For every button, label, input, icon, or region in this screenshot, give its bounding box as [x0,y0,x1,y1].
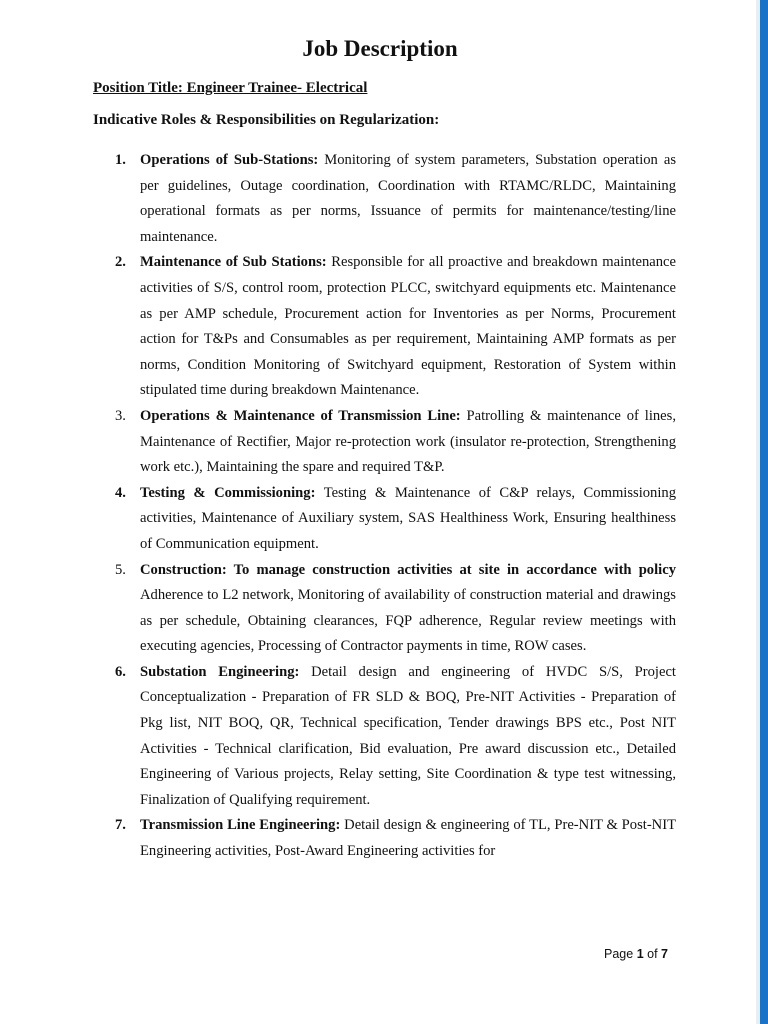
item-number: 5. [115,561,126,578]
item-text: Testing & Maintenance of C&P relays, Commissioning activities, Maintenance of Auxiliary system, SAS Healthiness Work, Ensuring healthiness of Communication equipment. [140,484,677,552]
viewer-scrollbar[interactable] [760,0,768,1024]
item-text: Monitoring of system parameters, Substation operation as per guidelines, Outage coordination, Coordination with RTAMC/RLDC, Maintaining operational formats as per norms, Issuance of permits for maintenance/testing/line maintenance. [140,152,677,245]
item-heading: Testing & Commissioning: [140,484,316,501]
page-title: Job Description [302,36,458,61]
item-heading: Construction: To manage construction activities at site in accordance with policy [140,561,676,578]
list-item [93,250,676,404]
list-item [93,148,676,250]
of-word: of [647,947,658,961]
page-footer [604,947,668,961]
item-text: Detail design and engineering of HVDC S/S, Project Conceptualization - Preparation of FR SLD & BOQ, Pre-NIT Activities - Preparation of Pkg list, NIT BOQ, QR, Technical specification, Tender drawings BPS etc., Post NIT Activities - Technical clarification, Bid evaluation, Pre award discussion etc., Detailed Engineering of Various projects, Relay setting, Site Coordination & type test witnessing, Finalization of Qualifying requirement. [140,663,676,808]
item-heading: Substation Engineering: [140,663,300,680]
item-number: 1. [115,152,126,168]
item-number: 2. [115,254,126,271]
position-title: Position Title: Engineer Trainee- Electrical [93,80,368,96]
item-text: Detail design & engineering of TL, Pre-NIT & Post-NIT Engineering activities, Post-Award Engineering activities for [140,817,677,860]
item-heading: Operations of Sub-Stations: [140,152,319,168]
item-text: Responsible for all proactive and breakdown maintenance activities of S/S, control room, protection PLCC, switchyard equipments etc. Maintenance as per AMP schedule, Procurement action for Inventories as per Norms, Procurement action for T&Ps and Consumables as per requirement, Maintaining AMP formats as per norms, Condition Monitoring of Switchyard equipment, Restoration of System within stipulated time during breakdown Maintenance. [140,254,677,399]
item-text: Patrolling & maintenance of lines, Maintenance of Rectifier, Major re-protection work (insulator re-protection, Strengthening work etc.), Maintaining the spare and required T&P. [140,407,676,476]
list-item [93,481,676,558]
list-item [93,558,676,660]
list-item [93,660,676,814]
list-item [93,404,676,481]
page-word: Page [604,947,634,961]
item-heading: Operations & Maintenance of Transmission Line: [140,407,461,424]
item-text: Adherence to L2 network, Monitoring of availability of construction material and drawings as per schedule, Obtaining clearances, FQP adherence, Regular review meetings with executing agencies, Processing of Contractor payments in time, ROW cases. [140,587,676,655]
item-number: 6. [115,663,126,680]
item-heading: Maintenance of Sub Stations: [140,254,327,271]
page-number: 1 [636,947,644,961]
item-number: 4. [115,484,126,501]
section-subheading: Indicative Roles & Responsibilities on Regularization: [93,112,440,128]
item-heading: Transmission Line Engineering: [140,817,341,834]
item-number: 7. [115,817,126,834]
list-item [93,813,676,864]
responsibilities-list [93,148,676,865]
page-total: 7 [661,947,668,961]
item-number: 3. [115,407,126,424]
